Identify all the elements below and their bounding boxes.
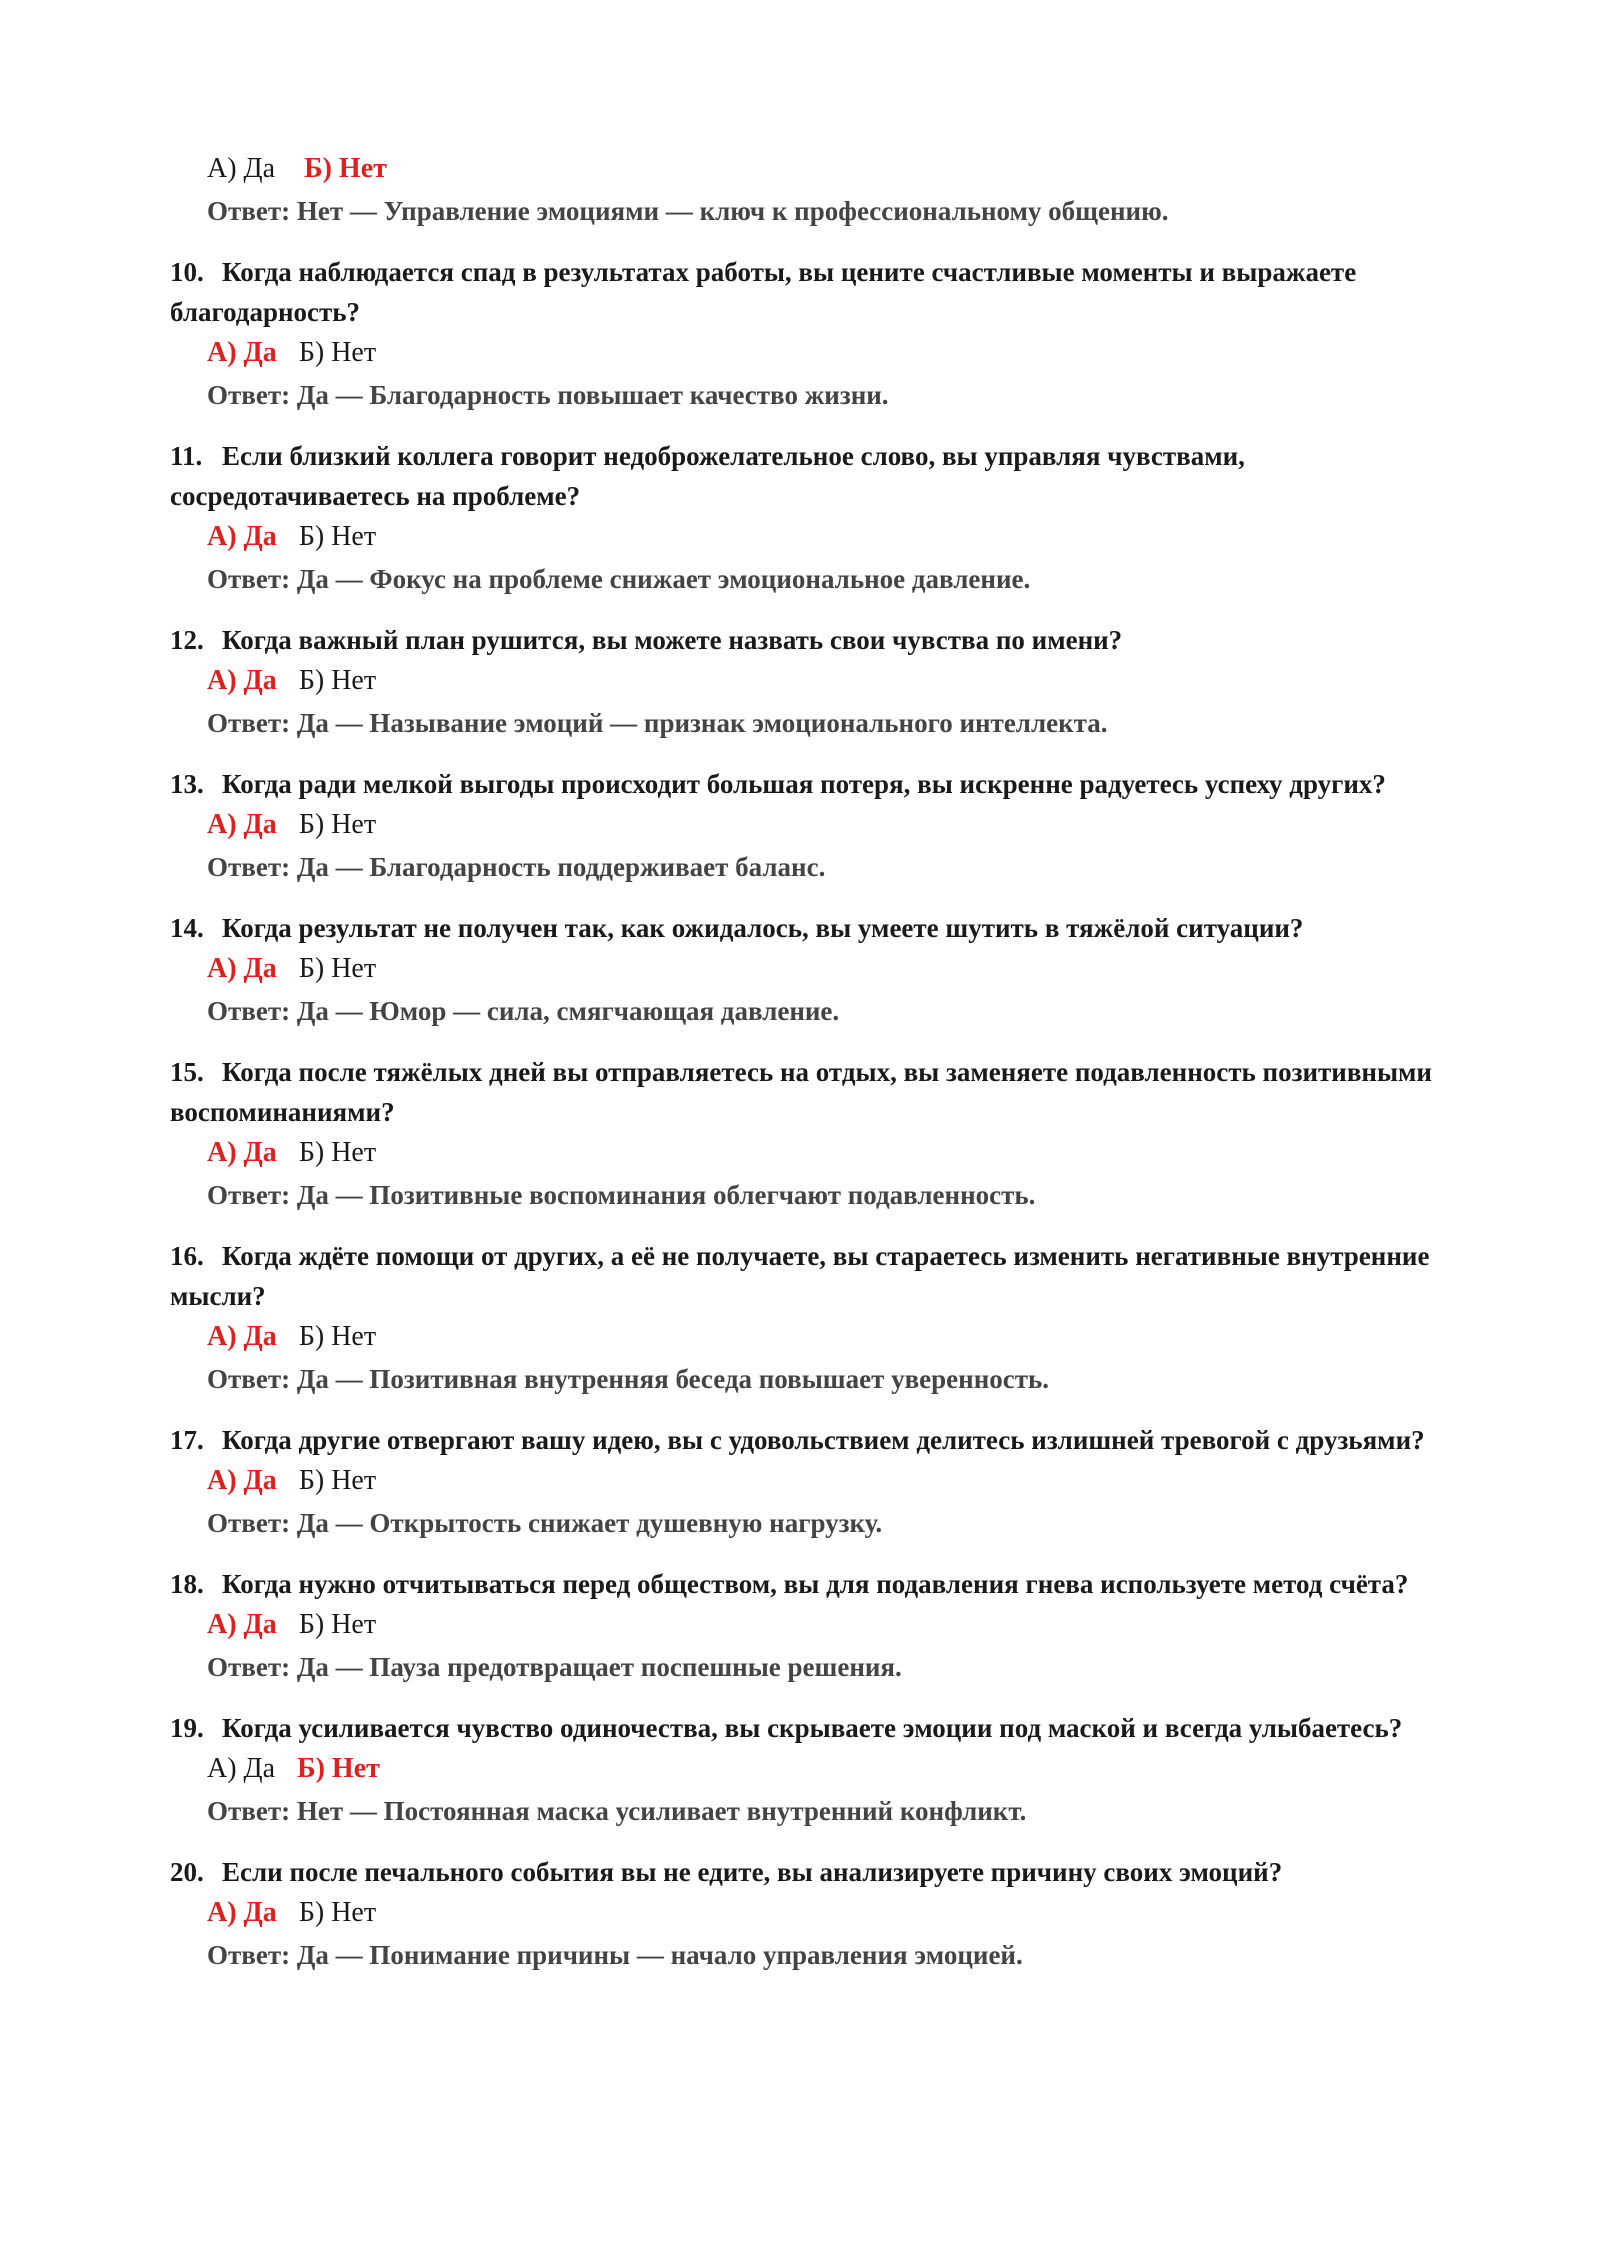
question-text-block [170,764,1440,804]
question-text: Если после печального события вы не едите, вы анализируете причину своих эмоций? [222,1857,1283,1887]
answer-text: Ответ: Да — Фокус на проблеме снижает эмоциональное давление. [207,564,1031,594]
question-text-block [170,1420,1440,1460]
question-text-block [170,1052,1440,1132]
option-a: А) Да [207,337,277,368]
option-b: Б) Нет [298,1465,377,1496]
question-text-block [170,620,1440,660]
option-a: А) Да [207,953,277,984]
question-text-block [170,436,1440,516]
option-b: Б) Нет [298,665,377,696]
options-row [170,148,1440,190]
question-item [170,1236,1440,1400]
answer-text: Ответ: Да — Понимание причины — начало управления эмоцией. [207,1940,1023,1970]
options-row [170,1892,1440,1934]
option-b: Б) Нет [298,1321,377,1352]
question-number: 19. [170,1713,204,1743]
question-text: Когда важный план рушится, вы можете назвать свои чувства по имени? [222,625,1123,655]
question-number: 10. [170,257,204,287]
option-b: Б) Нет [298,1137,377,1168]
question-text: Когда ради мелкой выгоды происходит большая потеря, вы искренне радуетесь успеху других? [222,769,1386,799]
question-9-tail [170,148,1440,232]
question-item [170,252,1440,416]
question-item [170,908,1440,1032]
answer-text: Ответ: Да — Пауза предотвращает поспешные решения. [207,1652,902,1682]
answer-text: Ответ: Да — Позитивная внутренняя беседа повышает уверенность. [207,1364,1050,1394]
question-text: Когда нужно отчитываться перед обществом, вы для подавления гнева используете метод счёта? [222,1569,1409,1599]
question-number: 14. [170,913,204,943]
question-item [170,764,1440,888]
option-b: Б) Нет [298,1609,377,1640]
option-a: А) Да [207,153,276,184]
question-text: Когда наблюдается спад в результатах работы, вы цените счастливые моменты и выражаете благодарность? [170,257,1357,327]
option-b: Б) Нет [298,1897,377,1928]
options-row [170,1132,1440,1174]
option-b: Б) Нет [298,337,377,368]
answer-text: Ответ: Нет — Управление эмоциями — ключ к профессиональному общению. [207,196,1169,226]
options-row [170,1604,1440,1646]
question-item [170,1852,1440,1976]
options-row [170,804,1440,846]
question-item [170,1052,1440,1216]
question-text-block [170,1564,1440,1604]
question-number: 15. [170,1057,204,1087]
question-list [170,252,1440,1976]
question-item [170,436,1440,600]
answer-text: Ответ: Да — Благодарность повышает качество жизни. [207,380,889,410]
answer-text: Ответ: Да — Открытость снижает душевную нагрузку. [207,1508,883,1538]
question-text-block [170,1852,1440,1892]
option-a: А) Да [207,665,277,696]
option-a: А) Да [207,1753,276,1784]
question-text-block [170,252,1440,332]
question-number: 18. [170,1569,204,1599]
options-row [170,660,1440,702]
question-number: 13. [170,769,204,799]
question-text: Когда результат не получен так, как ожидалось, вы умеете шутить в тяжёлой ситуации? [222,913,1304,943]
options-row [170,948,1440,990]
option-b: Б) Нет [298,521,377,552]
answer-text: Ответ: Да — Юмор — сила, смягчающая давление. [207,996,840,1026]
question-text: Когда ждёте помощи от других, а её не получаете, вы стараетесь изменить негативные внутренние мысли? [170,1241,1430,1311]
question-text: Когда усиливается чувство одиночества, вы скрываете эмоции под маской и всегда улыбаетесь? [222,1713,1403,1743]
option-a: А) Да [207,521,277,552]
options-row [170,1316,1440,1358]
question-item [170,620,1440,744]
option-b: Б) Нет [304,153,387,184]
question-number: 17. [170,1425,204,1455]
option-a: А) Да [207,1897,277,1928]
option-a: А) Да [207,1137,277,1168]
option-a: А) Да [207,1609,277,1640]
question-item [170,1708,1440,1832]
question-text: Если близкий коллега говорит недоброжелательное слово, вы управляя чувствами, сосредотачиваетесь на проблеме? [170,441,1245,511]
question-item [170,1420,1440,1544]
answer-text: Ответ: Нет — Постоянная маска усиливает внутренний конфликт. [207,1796,1027,1826]
question-text: Когда после тяжёлых дней вы отправляетесь на отдых, вы заменяете подавленность позитивными воспоминаниями? [170,1057,1432,1127]
options-row [170,516,1440,558]
answer-text: Ответ: Да — Благодарность поддерживает баланс. [207,852,826,882]
quiz-page [170,148,1440,1996]
option-a: А) Да [207,1321,277,1352]
options-row [170,1748,1440,1790]
question-number: 16. [170,1241,204,1271]
question-item [170,1564,1440,1688]
answer-text: Ответ: Да — Позитивные воспоминания облегчают подавленность. [207,1180,1036,1210]
option-b: Б) Нет [298,953,377,984]
option-a: А) Да [207,809,277,840]
option-b: Б) Нет [298,809,377,840]
options-row [170,332,1440,374]
question-number: 20. [170,1857,204,1887]
question-number: 11. [170,441,203,471]
question-text-block [170,1236,1440,1316]
option-a: А) Да [207,1465,277,1496]
question-text-block [170,908,1440,948]
options-row [170,1460,1440,1502]
question-number: 12. [170,625,204,655]
option-b: Б) Нет [297,1753,380,1784]
question-text: Когда другие отвергают вашу идею, вы с удовольствием делитесь излишней тревогой с друзьями? [222,1425,1425,1455]
question-text-block [170,1708,1440,1748]
answer-text: Ответ: Да — Называние эмоций — признак эмоционального интеллекта. [207,708,1108,738]
